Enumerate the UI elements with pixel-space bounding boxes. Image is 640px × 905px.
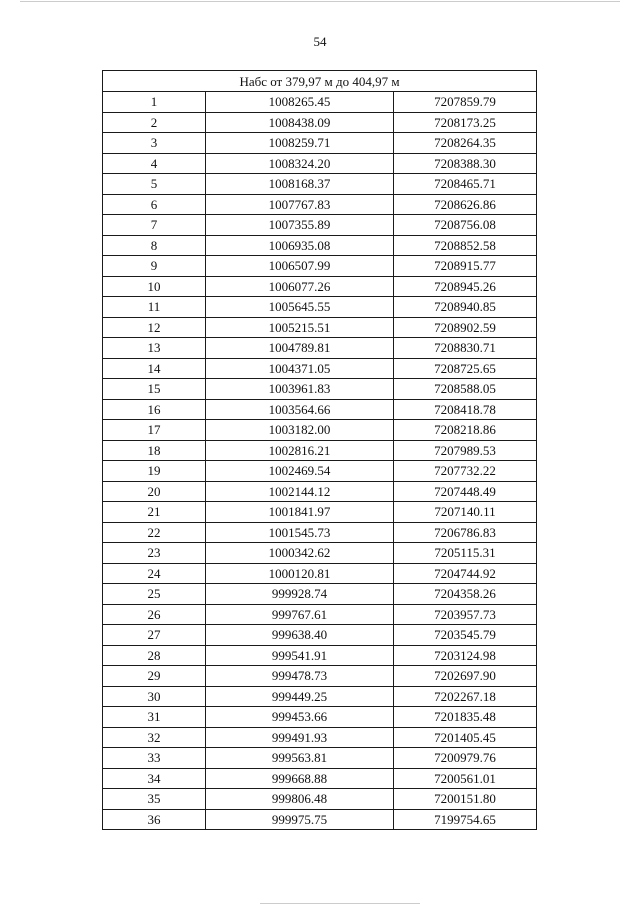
y-coordinate-cell: 7208264.35: [394, 133, 537, 154]
table-row: [103, 153, 537, 174]
table-title: Набс от 379,97 м до 404,97 м: [103, 71, 537, 92]
row-number-cell: 1: [103, 92, 206, 113]
y-coordinate-cell: 7204358.26: [394, 584, 537, 605]
table-row: [103, 707, 537, 728]
y-coordinate-cell: 7203957.73: [394, 604, 537, 625]
y-coordinate-cell: 7200151.80: [394, 789, 537, 810]
row-number-cell: 20: [103, 481, 206, 502]
y-coordinate-cell: 7208852.58: [394, 235, 537, 256]
row-number-cell: 29: [103, 666, 206, 687]
x-coordinate-cell: 999668.88: [206, 768, 394, 789]
row-number-cell: 14: [103, 358, 206, 379]
table-row: [103, 809, 537, 830]
y-coordinate-cell: 7208756.08: [394, 215, 537, 236]
table-row: [103, 768, 537, 789]
row-number-cell: 22: [103, 522, 206, 543]
table-row: [103, 543, 537, 564]
row-number-cell: 12: [103, 317, 206, 338]
x-coordinate-cell: 1001841.97: [206, 502, 394, 523]
row-number-cell: 31: [103, 707, 206, 728]
x-coordinate-cell: 1000120.81: [206, 563, 394, 584]
table-row: [103, 235, 537, 256]
table-header-row: [103, 71, 537, 92]
y-coordinate-cell: 7205115.31: [394, 543, 537, 564]
table-row: [103, 256, 537, 277]
y-coordinate-cell: 7207859.79: [394, 92, 537, 113]
table-row: [103, 276, 537, 297]
y-coordinate-cell: 7208218.86: [394, 420, 537, 441]
y-coordinate-cell: 7208830.71: [394, 338, 537, 359]
table-row: [103, 317, 537, 338]
x-coordinate-cell: 1008324.20: [206, 153, 394, 174]
table-row: [103, 502, 537, 523]
row-number-cell: 9: [103, 256, 206, 277]
y-coordinate-cell: 7208388.30: [394, 153, 537, 174]
x-coordinate-cell: 999975.75: [206, 809, 394, 830]
table-row: [103, 338, 537, 359]
x-coordinate-cell: 1001545.73: [206, 522, 394, 543]
y-coordinate-cell: 7204744.92: [394, 563, 537, 584]
table-row: [103, 789, 537, 810]
coordinates-table: [102, 70, 537, 830]
x-coordinate-cell: 1008265.45: [206, 92, 394, 113]
row-number-cell: 32: [103, 727, 206, 748]
table-row: [103, 92, 537, 113]
y-coordinate-cell: 7203545.79: [394, 625, 537, 646]
table-row: [103, 194, 537, 215]
x-coordinate-cell: 1007767.83: [206, 194, 394, 215]
row-number-cell: 11: [103, 297, 206, 318]
table-row: [103, 133, 537, 154]
table-row: [103, 297, 537, 318]
y-coordinate-cell: 7208418.78: [394, 399, 537, 420]
x-coordinate-cell: 1006935.08: [206, 235, 394, 256]
y-coordinate-cell: 7200561.01: [394, 768, 537, 789]
row-number-cell: 28: [103, 645, 206, 666]
x-coordinate-cell: 999453.66: [206, 707, 394, 728]
y-coordinate-cell: 7208902.59: [394, 317, 537, 338]
row-number-cell: 10: [103, 276, 206, 297]
x-coordinate-cell: 1006507.99: [206, 256, 394, 277]
table-row: [103, 399, 537, 420]
y-coordinate-cell: 7203124.98: [394, 645, 537, 666]
table-row: [103, 358, 537, 379]
row-number-cell: 16: [103, 399, 206, 420]
x-coordinate-cell: 999767.61: [206, 604, 394, 625]
row-number-cell: 4: [103, 153, 206, 174]
y-coordinate-cell: 7207448.49: [394, 481, 537, 502]
y-coordinate-cell: 7207989.53: [394, 440, 537, 461]
x-coordinate-cell: 999563.81: [206, 748, 394, 769]
table-row: [103, 645, 537, 666]
table-row: [103, 215, 537, 236]
y-coordinate-cell: 7201835.48: [394, 707, 537, 728]
table-row: [103, 440, 537, 461]
table-row: [103, 522, 537, 543]
y-coordinate-cell: 7208465.71: [394, 174, 537, 195]
x-coordinate-cell: 999541.91: [206, 645, 394, 666]
x-coordinate-cell: 1002469.54: [206, 461, 394, 482]
x-coordinate-cell: 999928.74: [206, 584, 394, 605]
row-number-cell: 35: [103, 789, 206, 810]
x-coordinate-cell: 1002144.12: [206, 481, 394, 502]
row-number-cell: 30: [103, 686, 206, 707]
x-coordinate-cell: 999491.93: [206, 727, 394, 748]
row-number-cell: 24: [103, 563, 206, 584]
row-number-cell: 8: [103, 235, 206, 256]
row-number-cell: 26: [103, 604, 206, 625]
row-number-cell: 33: [103, 748, 206, 769]
table-row: [103, 584, 537, 605]
row-number-cell: 15: [103, 379, 206, 400]
y-coordinate-cell: 7207140.11: [394, 502, 537, 523]
x-coordinate-cell: 1003961.83: [206, 379, 394, 400]
row-number-cell: 36: [103, 809, 206, 830]
table-row: [103, 625, 537, 646]
row-number-cell: 13: [103, 338, 206, 359]
y-coordinate-cell: 7208626.86: [394, 194, 537, 215]
table-row: [103, 461, 537, 482]
x-coordinate-cell: 1002816.21: [206, 440, 394, 461]
x-coordinate-cell: 1006077.26: [206, 276, 394, 297]
row-number-cell: 25: [103, 584, 206, 605]
x-coordinate-cell: 1003182.00: [206, 420, 394, 441]
x-coordinate-cell: 999806.48: [206, 789, 394, 810]
table-row: [103, 563, 537, 584]
y-coordinate-cell: 7202267.18: [394, 686, 537, 707]
table-row: [103, 379, 537, 400]
row-number-cell: 7: [103, 215, 206, 236]
y-coordinate-cell: 7199754.65: [394, 809, 537, 830]
x-coordinate-cell: 1008259.71: [206, 133, 394, 154]
row-number-cell: 27: [103, 625, 206, 646]
y-coordinate-cell: 7208588.05: [394, 379, 537, 400]
y-coordinate-cell: 7201405.45: [394, 727, 537, 748]
row-number-cell: 23: [103, 543, 206, 564]
table-row: [103, 727, 537, 748]
row-number-cell: 3: [103, 133, 206, 154]
table-row: [103, 420, 537, 441]
y-coordinate-cell: 7206786.83: [394, 522, 537, 543]
x-coordinate-cell: 1000342.62: [206, 543, 394, 564]
y-coordinate-cell: 7208940.85: [394, 297, 537, 318]
x-coordinate-cell: 1004789.81: [206, 338, 394, 359]
table-row: [103, 112, 537, 133]
table-row: [103, 481, 537, 502]
row-number-cell: 19: [103, 461, 206, 482]
x-coordinate-cell: 1005215.51: [206, 317, 394, 338]
y-coordinate-cell: 7207732.22: [394, 461, 537, 482]
y-coordinate-cell: 7208725.65: [394, 358, 537, 379]
x-coordinate-cell: 999478.73: [206, 666, 394, 687]
x-coordinate-cell: 1008168.37: [206, 174, 394, 195]
x-coordinate-cell: 999638.40: [206, 625, 394, 646]
scan-edge-top: [20, 1, 620, 2]
table-row: [103, 604, 537, 625]
page-number: 54: [313, 34, 327, 49]
x-coordinate-cell: 1003564.66: [206, 399, 394, 420]
table-row: [103, 666, 537, 687]
y-coordinate-cell: 7208945.26: [394, 276, 537, 297]
y-coordinate-cell: 7208915.77: [394, 256, 537, 277]
row-number-cell: 6: [103, 194, 206, 215]
y-coordinate-cell: 7202697.90: [394, 666, 537, 687]
row-number-cell: 5: [103, 174, 206, 195]
x-coordinate-cell: 999449.25: [206, 686, 394, 707]
table-row: [103, 748, 537, 769]
row-number-cell: 17: [103, 420, 206, 441]
scan-edge-bottom: [260, 903, 420, 904]
y-coordinate-cell: 7200979.76: [394, 748, 537, 769]
x-coordinate-cell: 1004371.05: [206, 358, 394, 379]
coordinates-table-body: [103, 71, 537, 830]
row-number-cell: 21: [103, 502, 206, 523]
table-row: [103, 174, 537, 195]
x-coordinate-cell: 1007355.89: [206, 215, 394, 236]
x-coordinate-cell: 1005645.55: [206, 297, 394, 318]
row-number-cell: 2: [103, 112, 206, 133]
table-row: [103, 686, 537, 707]
row-number-cell: 34: [103, 768, 206, 789]
row-number-cell: 18: [103, 440, 206, 461]
y-coordinate-cell: 7208173.25: [394, 112, 537, 133]
x-coordinate-cell: 1008438.09: [206, 112, 394, 133]
